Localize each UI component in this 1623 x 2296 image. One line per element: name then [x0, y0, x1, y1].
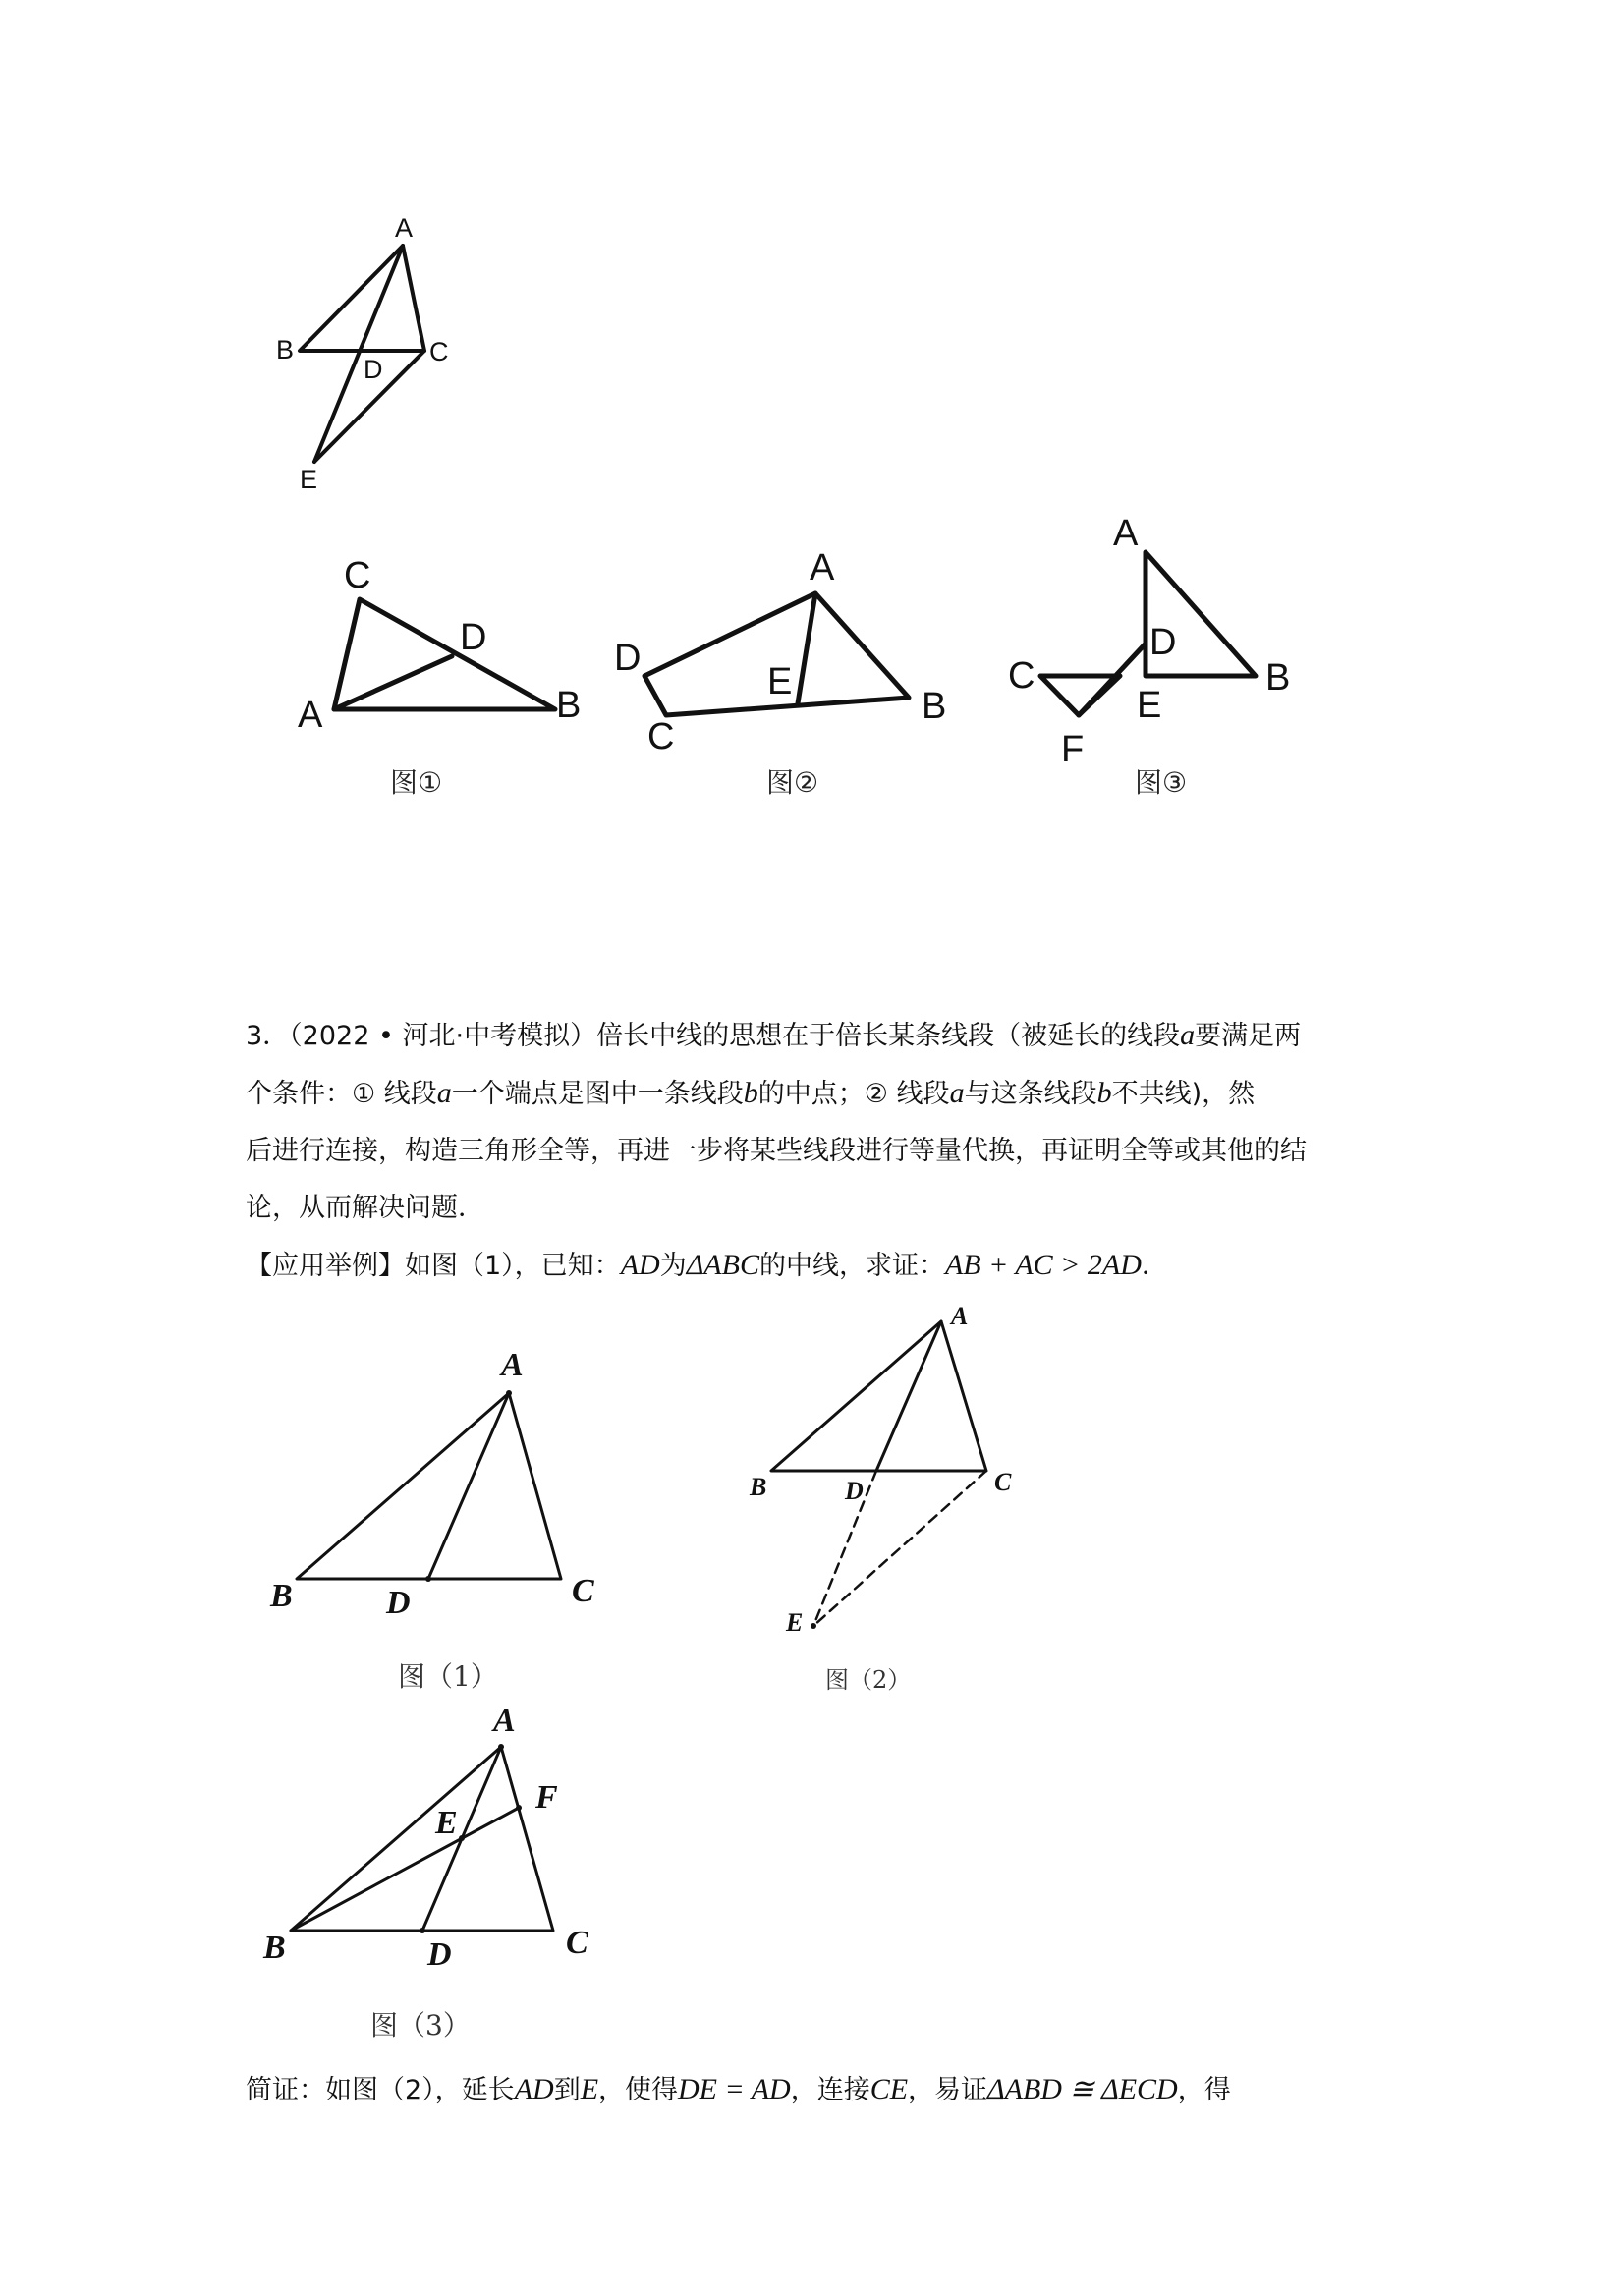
label-d: D	[427, 1936, 452, 1973]
label-e: E	[435, 1805, 458, 1841]
proof-text	[246, 2061, 1405, 2119]
label-c: C	[429, 337, 449, 366]
label-c: C	[566, 1925, 588, 1961]
label-d: D	[614, 638, 642, 679]
label-d: D	[845, 1477, 864, 1505]
label-e: E	[767, 661, 793, 702]
label-c: C	[572, 1573, 594, 1609]
label-b: B	[750, 1473, 767, 1501]
label-b: B	[1265, 657, 1291, 699]
proof-line: 简证：如图（2），延长AD到E，使得DE = AD，连接CE，易证ΔABD ≅ ΔECD，得	[246, 2073, 1231, 2105]
segment-bf	[291, 1808, 519, 1931]
example-figure-1	[255, 1346, 619, 1631]
label-b: B	[556, 685, 582, 726]
problem-line-4: 论，从而解决问题．	[246, 1193, 484, 1223]
label-a: A	[951, 1302, 969, 1330]
label-c: C	[994, 1468, 1012, 1496]
segment-ae	[798, 593, 815, 703]
figure-2-caption: 图②	[766, 766, 819, 799]
segment-ad	[334, 656, 452, 709]
point-d	[425, 1576, 431, 1582]
figure-3	[1002, 501, 1316, 776]
segment-ad	[876, 1321, 941, 1471]
triangle-abc	[291, 1747, 553, 1931]
example-figure-3-caption: 图（3）	[370, 2009, 471, 2042]
figure-top	[265, 206, 462, 501]
label-c: C	[647, 716, 675, 757]
label-f: F	[1061, 729, 1085, 770]
example-figure-1-caption: 图（1）	[398, 1660, 498, 1693]
label-a: A	[501, 1347, 524, 1383]
point-e	[459, 1835, 465, 1841]
point-d	[420, 1928, 425, 1933]
label-e: E	[1137, 685, 1162, 726]
example-figure-2-caption: 图（2）	[825, 1666, 912, 1694]
label-b: B	[922, 686, 947, 727]
point-a	[498, 1744, 504, 1750]
label-b: B	[276, 335, 295, 364]
segment-ae	[314, 246, 403, 462]
label-c: C	[1008, 655, 1035, 697]
segment-ad	[428, 1393, 509, 1579]
problem-text	[246, 1007, 1405, 1295]
example-figure-3	[251, 1705, 614, 1999]
example-figure-2	[742, 1297, 1036, 1637]
label-d: D	[364, 355, 383, 384]
label-d: D	[386, 1585, 411, 1621]
label-b: B	[263, 1930, 286, 1966]
figure-1	[285, 540, 599, 737]
label-a: A	[493, 1703, 516, 1739]
point-a	[506, 1390, 512, 1396]
problem-line-3: 后进行连接，构造三角形全等，再进一步将某些线段进行等量代换，再证明全等或其他的结	[246, 1136, 1307, 1166]
triangle-abc	[300, 246, 424, 351]
label-a: A	[810, 547, 835, 588]
figure-1-caption: 图①	[390, 766, 443, 799]
label-a: A	[395, 213, 414, 243]
label-e: E	[300, 465, 318, 494]
triangle-abc	[297, 1393, 561, 1579]
figure-3-caption: 图③	[1135, 766, 1188, 799]
example-line: 【应用举例】如图（1），已知：AD为ΔABC的中线，求证：AB + AC > 2AD．	[246, 1249, 1168, 1281]
label-a: A	[1113, 513, 1139, 554]
problem-line-2: 个条件：① 线段a一个端点是图中一条线段b的中点；② 线段a与这条线段b不共线)，然	[246, 1077, 1256, 1109]
label-f: F	[535, 1779, 558, 1816]
segment-cd	[1079, 644, 1146, 715]
label-b: B	[270, 1578, 293, 1614]
label-d: D	[460, 617, 487, 658]
label-c: C	[344, 555, 371, 596]
label-e: E	[786, 1608, 804, 1637]
label-a: A	[298, 695, 323, 736]
point-e	[811, 1623, 816, 1629]
point-f	[516, 1805, 522, 1811]
problem-line-1: 3．（2022 • 河北·中考模拟）倍长中线的思想在于倍长某条线段（被延长的线段a要满足两	[246, 1019, 1302, 1051]
figure-2	[604, 531, 958, 766]
label-d: D	[1149, 622, 1177, 663]
triangle-abc	[771, 1321, 986, 1471]
segment-ce-dashed	[813, 1471, 986, 1626]
